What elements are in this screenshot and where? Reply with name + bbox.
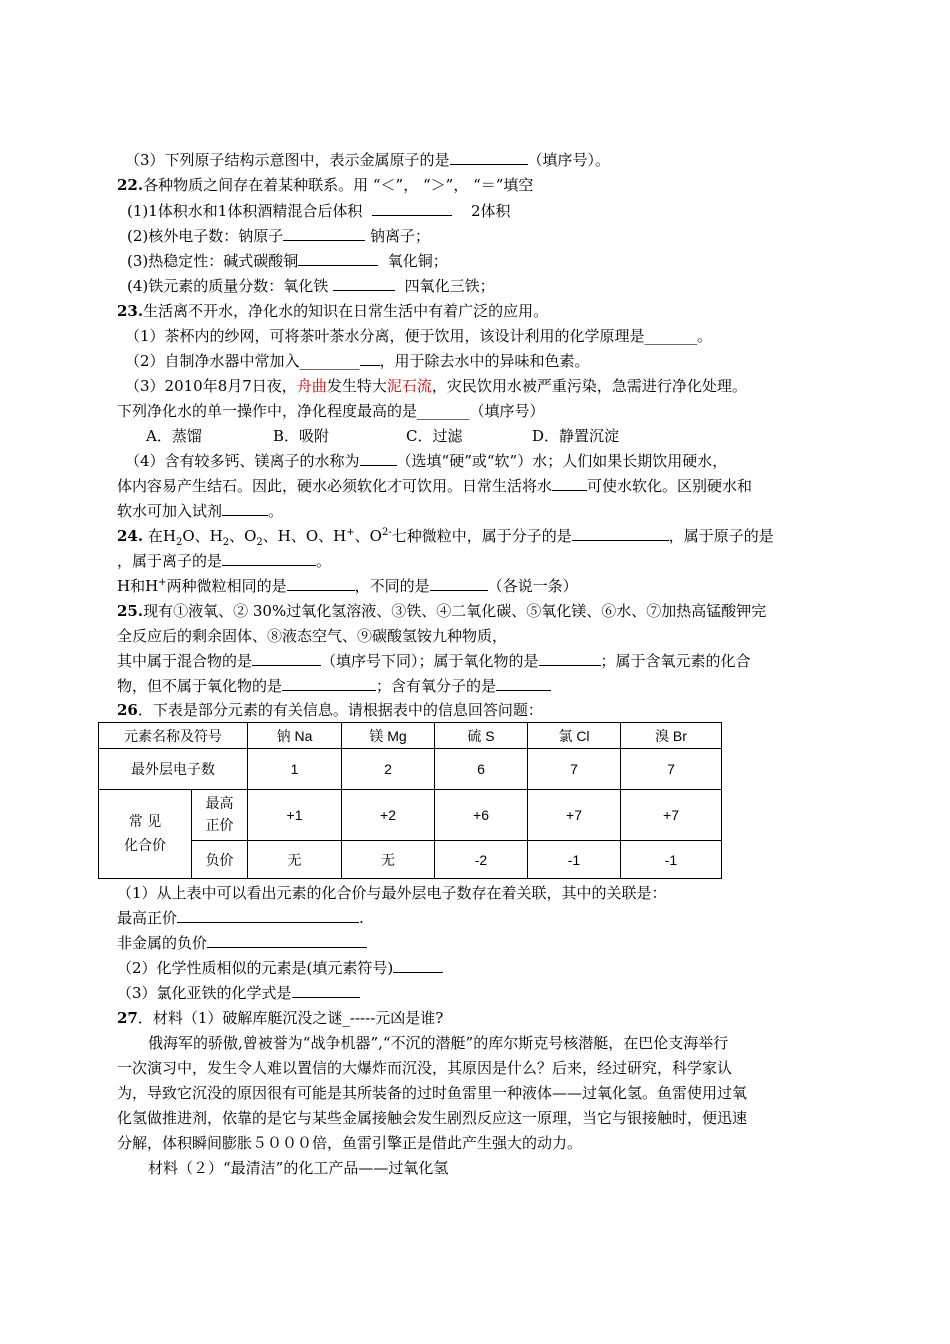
answer-blank[interactable]: [222, 501, 268, 516]
table-cell: +7: [621, 790, 722, 841]
q27-para-line3: 为，导致它沉没的原因很有可能是其所装备的过时鱼雷里一种液体——过氧化氢。鱼雷使用过氧: [117, 1084, 748, 1102]
table-cell: 7: [528, 749, 621, 790]
q25-line4: 物，但不属于氧化物的是 ；含有氧分子的是: [117, 676, 551, 696]
answer-blank[interactable]: [450, 150, 528, 165]
answer-blank[interactable]: [552, 476, 587, 491]
row-label-max-positive: 最高 正价: [192, 790, 248, 841]
q23-part4-line1: （4）含有较多钙、镁离子的水称为 （选填“硬”或“软”）水；人们如果长期饮用硬水，: [125, 452, 728, 470]
answer-blank[interactable]: [207, 933, 367, 948]
q23-part4-line3: 软水可加入试剂 。: [117, 502, 284, 520]
q27-material2: 材料（２）“最清洁”的化工产品——过氧化氢: [148, 1159, 449, 1177]
table-cell: +7: [528, 790, 621, 841]
q23-part2: （2）自制净水器中常加入________ ，用于除去水中的异味和色素。: [125, 352, 590, 370]
table-header-element: 硫 S: [435, 723, 528, 749]
q23-options: [146, 426, 619, 446]
q25-line3: 其中属于混合物的是 （填序号下同）；属于氧化物的是 ；属于含氧元素的化合: [117, 652, 751, 670]
option-b: B．吸附: [273, 427, 330, 445]
table-header-element: 钠 Na: [248, 723, 342, 749]
q24-line2: ，属于离子的是 。: [117, 552, 332, 570]
table-cell: +1: [248, 790, 342, 841]
q22-item4: (4)铁元素的质量分数：氧化铁 四氧化三铁；: [127, 277, 495, 295]
row-label-outer-electrons: 最外层电子数: [99, 749, 248, 790]
answer-blank[interactable]: [572, 526, 669, 541]
q26-part3: （3）氯化亚铁的化学式是: [117, 983, 360, 1003]
option-d: D．静置沉淀: [532, 427, 620, 445]
q24-line3: H和H+两种微粒相同的是 ，不同的是 （各说一条）: [117, 577, 578, 595]
answer-blank[interactable]: [496, 676, 551, 691]
table-cell: 2: [342, 749, 435, 790]
answer-blank[interactable]: [430, 576, 488, 591]
q22-item3: (3)热稳定性：碱式碳酸铜 氧化铜；: [127, 252, 448, 270]
table-header-corner: 元素名称及符号: [99, 723, 248, 749]
term-debris-flow: 泥石流: [386, 377, 432, 395]
q23-stem: 23.生活离不开水，净化水的知识在日常生活中有着广泛的应用。: [117, 302, 549, 320]
q22-item2: (2)核外电子数：钠原子 钠离子；: [127, 227, 431, 245]
table-cell: -2: [435, 841, 528, 879]
table-header-element: 溴 Br: [621, 723, 722, 749]
q26-part1-negative: 非金属的负价: [117, 933, 367, 953]
answer-blank[interactable]: [393, 958, 443, 973]
element-info-table: [98, 722, 722, 879]
q25-line1: 25.现有①液氧、② 30%过氧化氢溶液、③铁、④二氧化碳、⑤氧化镁、⑥水、⑦加热高锰酸钾完: [117, 602, 767, 620]
answer-blank[interactable]: [372, 201, 452, 216]
q25-line2: 全反应后的剩余固体、⑧液态空气、⑨碳酸氢铵九种物质，: [117, 627, 508, 645]
option-c: C．过滤: [406, 427, 463, 445]
q27-para-line2: 一次演习中，发生令人难以置信的大爆炸而沉没，其原因是什么？后来，经过研究，科学家认: [117, 1059, 733, 1077]
q23-part1: （1）茶杯内的纱网，可将茶叶茶水分离，便于饮用，该设计利用的化学原理是_______。: [125, 327, 713, 345]
option-a: A．蒸馏: [146, 427, 202, 445]
table-cell: 1: [248, 749, 342, 790]
q21-part3: （3）下列原子结构示意图中，表示金属原子的是 （填序号）。: [125, 151, 611, 169]
answer-blank[interactable]: [292, 983, 360, 998]
q23-part3-question: 下列净化水的单一操作中，净化程度最高的是_______（填序号）: [117, 402, 545, 420]
place-name-zhouqu: 舟曲: [296, 377, 327, 395]
answer-blank[interactable]: [287, 576, 355, 591]
table-cell: 7: [621, 749, 722, 790]
q27-para-line1: 俄海军的骄傲,曾被誉为“战争机器”,“不沉的潜艇”的库尔斯克号核潜艇，在巴伦支海举行: [148, 1034, 729, 1052]
answer-blank[interactable]: [360, 351, 380, 366]
table-header-element: 镁 Mg: [342, 723, 435, 749]
q22-stem: 22.各种物质之间存在着某种联系。用 “＜”， “＞”， “＝”填空: [117, 176, 534, 194]
answer-blank[interactable]: [282, 676, 376, 691]
q23-part3: （3）2010年8月7日夜，舟曲发生特大泥石流，灾民饮用水被严重污染，急需进行净化处理。: [125, 377, 747, 395]
q26-part2: （2）化学性质相似的元素是(填元素符号): [117, 958, 443, 978]
row-group-label-valence: 常 见 化合价: [99, 790, 192, 879]
q23-part4-line2: 体内容易产生结石。因此，硬水必须软化才可饮用。日常生活将水 可使水软化。区别硬水和: [117, 477, 753, 495]
table-cell: +6: [435, 790, 528, 841]
answer-blank[interactable]: [333, 276, 395, 291]
table-cell: 6: [435, 749, 528, 790]
q26-stem: 26．下表是部分元素的有关信息。请根据表中的信息回答问题：: [117, 701, 543, 719]
answer-blank[interactable]: [539, 651, 601, 666]
table-cell: -1: [528, 841, 621, 879]
answer-blank[interactable]: [360, 451, 397, 466]
table-cell: 无: [342, 841, 435, 879]
table-header-element: 氯 Cl: [528, 723, 621, 749]
q27-para-line4: 化氢做推进剂，依靠的是它与某些金属接触会发生剧烈反应这一原理，当它与银接触时，便迅速: [117, 1109, 748, 1127]
answer-blank[interactable]: [222, 551, 316, 566]
q24-line1: 24. 在$H_2O$、$H_2$、$O_2$、H、O、H+、$O^{2-}$七种微粒中，属于分子的是 ，属于原子的是: [117, 527, 774, 548]
answer-blank[interactable]: [177, 908, 359, 923]
table-cell: 无: [248, 841, 342, 879]
q27-para-line5: 分解，体积瞬间膨胀５０００倍，鱼雷引擎正是借此产生强大的动力。: [117, 1134, 583, 1152]
answer-blank[interactable]: [252, 651, 321, 666]
answer-blank[interactable]: [298, 251, 378, 266]
table-cell: +2: [342, 790, 435, 841]
q27-heading: 27．材料（1）破解库艇沉没之谜_-----元凶是谁?: [117, 1009, 444, 1027]
q22-item1: (1)1体积水和1体积酒精混合后体积 2体积: [127, 202, 511, 220]
q26-part1-max-positive: 最高正价 .: [117, 909, 364, 927]
q26-part1: （1）从上表中可以看出元素的化合价与最外层电子数存在着关联，其中的关联是：: [117, 884, 667, 902]
answer-blank[interactable]: [283, 226, 365, 241]
table-cell: -1: [621, 841, 722, 879]
row-label-negative: 负价: [192, 841, 248, 879]
